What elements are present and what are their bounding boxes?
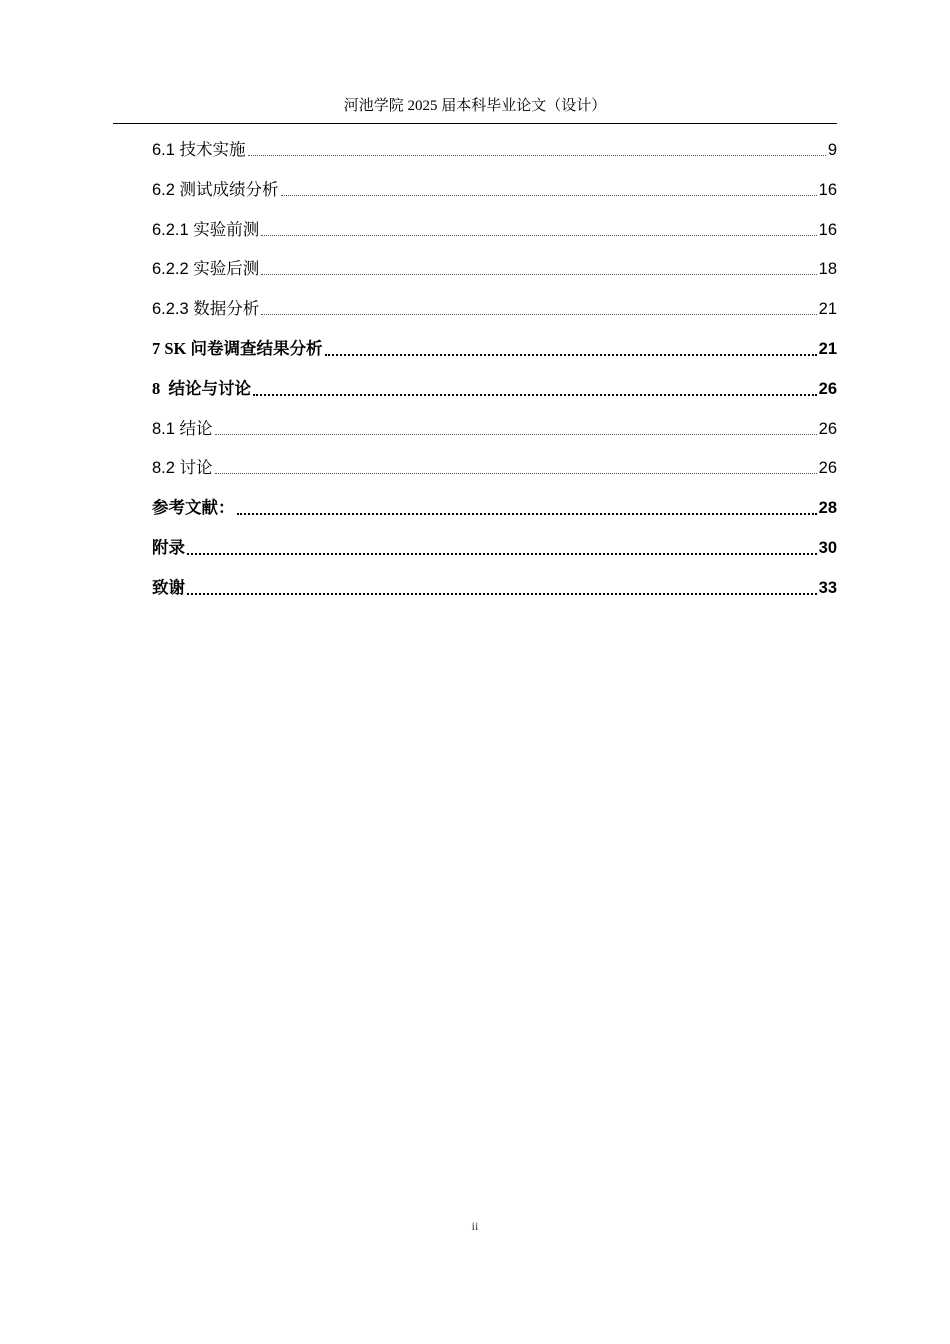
dot-leader: [261, 257, 816, 275]
toc-entry-page: 26: [818, 419, 837, 438]
page-header: [113, 94, 837, 124]
toc-entry-label: 6.2.3 数据分析: [152, 300, 260, 319]
toc-entry-label: 附录: [152, 537, 185, 557]
toc-entry-8-1[interactable]: [152, 417, 837, 457]
toc-entry-6-2-3[interactable]: [152, 297, 837, 337]
toc-entry-6-2[interactable]: [152, 178, 837, 218]
dot-leader: [248, 138, 826, 156]
dot-leader: [215, 417, 817, 435]
toc-entry-6-1[interactable]: [152, 138, 837, 178]
toc-entry-page: 26: [818, 459, 837, 478]
dot-leader: [261, 297, 816, 315]
toc-entry-label: 7 SK 问卷调查结果分析: [152, 338, 323, 358]
toc-entry-8-2[interactable]: [152, 456, 837, 496]
toc-entry-8[interactable]: [152, 377, 837, 417]
dot-leader: [215, 456, 817, 474]
dot-leader: [253, 377, 817, 396]
toc-entry-page: 18: [818, 260, 837, 279]
toc-entry-label: 8 结论与讨论: [152, 378, 251, 398]
toc-entry-page: 26: [818, 379, 837, 398]
toc-entry-label: 6.2.1 实验前测: [152, 220, 260, 239]
dot-leader: [261, 218, 816, 236]
toc-entry-page: 16: [818, 180, 837, 199]
page-footer: [0, 1219, 950, 1234]
toc-entry-6-2-1[interactable]: [152, 218, 837, 258]
dot-leader: [187, 536, 817, 555]
toc-entry-appendix[interactable]: [152, 536, 837, 576]
page-number: ii: [471, 1219, 479, 1233]
toc-entry-page: 30: [818, 538, 837, 557]
toc-entry-6-2-2[interactable]: [152, 257, 837, 297]
toc-entry-acknowledgements[interactable]: [152, 576, 837, 616]
dot-leader: [325, 337, 817, 356]
toc-entry-label: 6.2.2 实验后测: [152, 260, 260, 279]
toc-entry-label: 6.1 技术实施: [152, 141, 246, 159]
dot-leader: [281, 178, 817, 196]
toc-entry-page: 21: [818, 339, 837, 358]
toc-entry-page: 28: [818, 499, 837, 518]
toc-entry-label: 8.2 讨论: [152, 459, 213, 478]
toc-entry-label: 参考文献：: [152, 498, 235, 518]
header-title: 河池学院 2025 届本科毕业论文（设计）: [343, 98, 607, 114]
toc-entry-7[interactable]: [152, 337, 837, 377]
dot-leader: [187, 576, 817, 595]
table-of-contents: [152, 138, 837, 616]
toc-entry-page: 21: [818, 300, 837, 319]
toc-entry-page: 33: [818, 578, 837, 597]
toc-entry-page: 16: [818, 220, 837, 239]
toc-entry-label: 6.2 测试成绩分析: [152, 180, 279, 199]
toc-entry-references[interactable]: [152, 496, 837, 536]
toc-entry-label: 8.1 结论: [152, 419, 213, 438]
toc-entry-label: 致谢: [152, 577, 185, 597]
dot-leader: [237, 496, 817, 515]
toc-entry-page: 9: [827, 141, 837, 159]
